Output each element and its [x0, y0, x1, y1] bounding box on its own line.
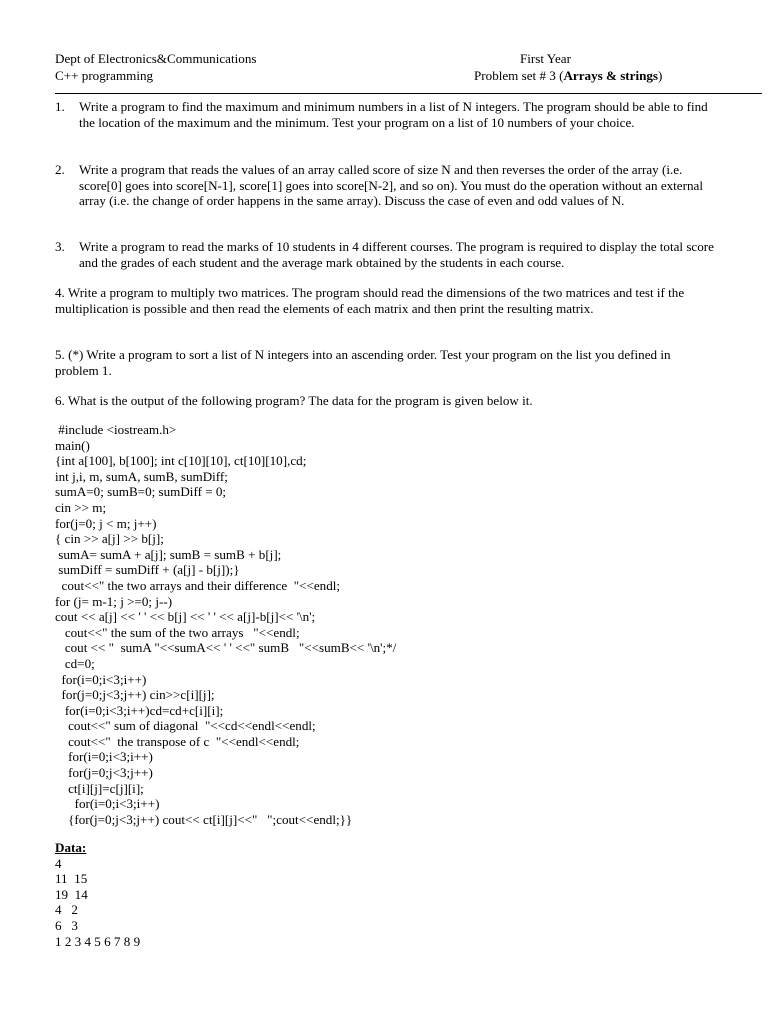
code-listing: [55, 422, 755, 827]
code-line: sumA= sumA + a[j]; sumB = sumB + b[j];: [55, 546, 282, 562]
problem-set-suffix: ): [658, 68, 663, 83]
data-line: 4: [55, 855, 62, 871]
code-line: sumDiff = sumDiff + (a[j] - b[j]);}: [55, 562, 240, 578]
header-divider: [55, 93, 762, 94]
code-line: {int a[100], b[100]; int c[10][10], ct[10][10],cd;: [55, 453, 307, 469]
code-line: for(i=0;i<3;i++): [55, 749, 153, 765]
code-line: sumA=0; sumB=0; sumDiff = 0;: [55, 484, 227, 500]
data-line: 6 3: [55, 917, 78, 933]
header-row-2: [55, 68, 715, 85]
code-line: for(j=0;j<3;j++) cin>>c[i][j];: [55, 687, 215, 703]
problem-set-topic: Arrays & strings: [563, 68, 659, 83]
data-title: Data:: [55, 840, 87, 855]
question-3: [55, 239, 715, 270]
code-line: cd=0;: [55, 655, 95, 671]
code-line: for(j=0; j < m; j++): [55, 515, 157, 531]
code-line: for(i=0;i<3;i++): [55, 796, 160, 812]
code-line: cout << " sumA "<<sumA<< ' ' <<" sumB "<<sumB<< '\n';*/: [55, 640, 397, 656]
code-line: cout<<" the two arrays and their difference "<<endl;: [55, 577, 341, 593]
data-line: 4 2: [55, 902, 78, 918]
data-lines: [55, 856, 355, 950]
code-line: cin >> m;: [55, 499, 107, 515]
code-line: cout<<" sum of diagonal "<<cd<<endl<<endl;: [55, 718, 316, 734]
problem-set-label: [474, 68, 662, 84]
course-label: C++ programming: [55, 68, 154, 83]
code-line: for(i=0;i<3;i++): [55, 671, 147, 687]
code-line: for (j= m-1; j >=0; j--): [55, 593, 173, 609]
code-line: for(j=0;j<3;j++): [55, 765, 153, 781]
code-line: cout << a[j] << ' ' << b[j] << ' ' << a[j]-b[j]<< '\n';: [55, 609, 316, 625]
code-line: cout<<" the sum of the two arrays "<<endl;: [55, 624, 300, 640]
year-label: First Year: [520, 51, 571, 66]
code-line: main(): [55, 437, 90, 453]
code-line: int j,i, m, sumA, sumB, sumDiff;: [55, 468, 228, 484]
header-row-1: [55, 51, 715, 68]
question-4: 4. Write a program to multiply two matrices. The program should read the dimensions of the two matrices and test if the multiplication is possible and then read the elements of each matrix and then print the resulting matrix.: [55, 285, 685, 316]
question-text: Write a program to find the maximum and minimum numbers in a list of N integers. The program should be able to find the location of the maximum and the minimum. Test your program on a list of 10 numbers of your choice.: [79, 99, 708, 130]
question-2: [55, 162, 715, 209]
code-line: { cin >> a[j] >> b[j];: [55, 531, 164, 547]
data-section: [55, 840, 355, 949]
question-6: 6. What is the output of the following program? The data for the program is given below it.: [55, 393, 533, 408]
department-label: Dept of Electronics&Communications: [55, 51, 257, 66]
page-header: [55, 51, 715, 85]
question-1: [55, 99, 715, 130]
code-line: cout<<" the transpose of c "<<endl<<endl;: [55, 733, 300, 749]
code-line: ct[i][j]=c[j][i];: [55, 780, 144, 796]
question-text: Write a program to read the marks of 10 students in 4 different courses. The program is required to display the total score and the grades of each student and the average mark obtained by the students in each course.: [79, 239, 714, 270]
data-line: 11 15: [55, 871, 88, 887]
question-number: 1.: [55, 99, 65, 114]
question-number: 3.: [55, 239, 65, 254]
question-text: Write a program that reads the values of an array called score of size N and then reverses the order of the array (i.e. score[0] goes into score[N-1], score[1] goes into score[N-2], and so on). You must do the operation without an external array (i.e. the change of order happens in the same array). Discuss the case of even and odd values of N.: [79, 162, 703, 209]
code-line: for(i=0;i<3;i++)cd=cd+c[i][i];: [55, 702, 224, 718]
code-line: {for(j=0;j<3;j++) cout<< ct[i][j]<<" ";cout<<endl;}}: [55, 811, 353, 827]
question-number: 2.: [55, 162, 65, 177]
code-line: #include <iostream.h>: [55, 422, 177, 437]
data-line: 19 14: [55, 886, 88, 902]
question-5: 5. (*) Write a program to sort a list of N integers into an ascending order. Test your program on the list you defined in problem 1.: [55, 347, 671, 378]
problem-set-prefix: Problem set # 3 (: [474, 68, 564, 83]
data-line: 1 2 3 4 5 6 7 8 9: [55, 933, 141, 949]
